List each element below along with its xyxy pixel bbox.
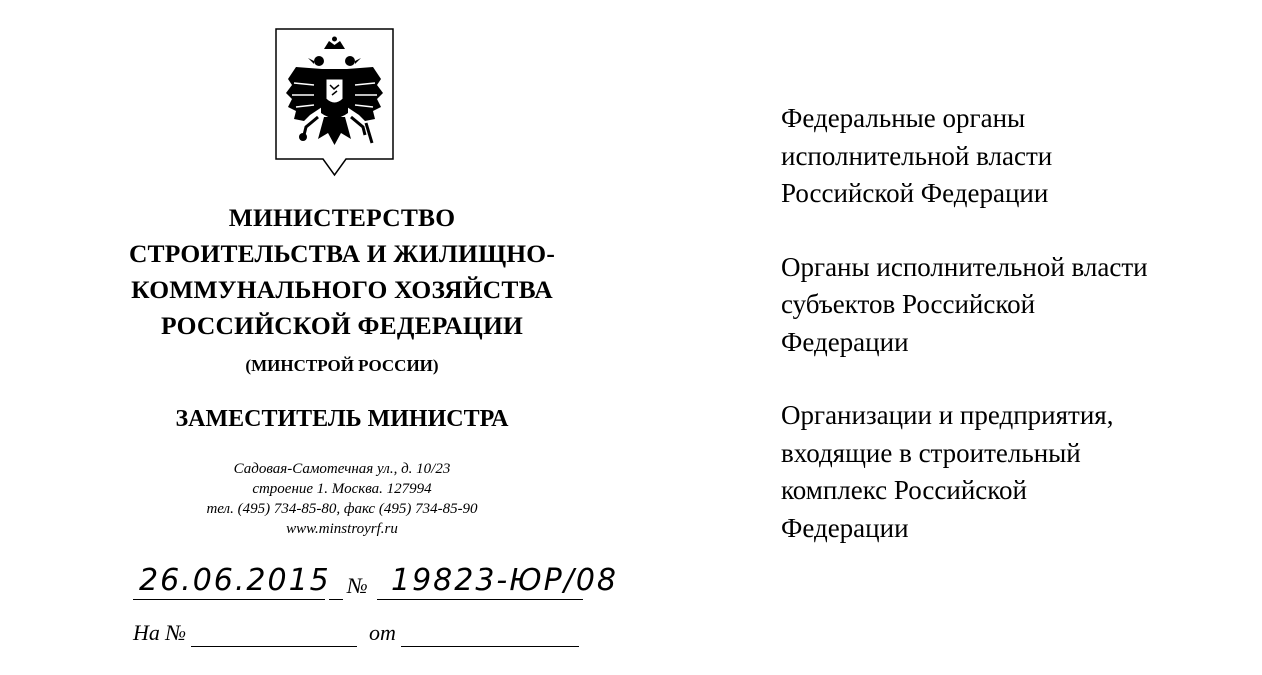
- ministry-address: [92, 459, 592, 539]
- registration-line: [133, 565, 653, 605]
- number-sign: №: [347, 573, 368, 598]
- addressee-line: Организации и предприятия,: [781, 400, 1114, 430]
- addressee-group: [781, 249, 1251, 362]
- position-title: ЗАМЕСТИТЕЛЬ МИНИСТРА: [175, 406, 509, 432]
- ministry-name-line: СТРОИТЕЛЬСТВА И ЖИЛИЩНО-: [128, 239, 556, 268]
- address-line: строение 1. Москва. 127994: [252, 481, 432, 497]
- reply-number-field: [191, 646, 357, 647]
- ministry-name-line: КОММУНАЛЬНОГО ХОЗЯЙСТВА: [131, 275, 553, 304]
- short-underline: [329, 599, 343, 600]
- ministry-name: [92, 200, 592, 344]
- addressee-line: комплекс Российской: [781, 475, 1027, 505]
- addressee-line: субъектов Российской: [781, 289, 1036, 319]
- addressee-line: Органы исполнительной власти: [781, 251, 1148, 282]
- reply-reference-line: [133, 618, 613, 652]
- registration-number: 19823-ЮР/08: [391, 563, 619, 598]
- addressee-line: исполнительной власти: [781, 140, 1053, 171]
- registration-date: 26.06.2015: [139, 563, 331, 598]
- number-underline: [377, 599, 583, 600]
- addressee-line: Федеральные органы: [781, 103, 1026, 133]
- coat-of-arms-icon: [274, 27, 395, 177]
- address-line: www.minstroyrf.ru: [286, 521, 398, 537]
- addressee-line: Федерации: [781, 512, 909, 543]
- addressee-line: Российской Федерации: [781, 178, 1049, 208]
- reply-number-label: На №: [133, 620, 187, 645]
- addressee-line: Федерации: [781, 326, 909, 357]
- date-underline: [133, 599, 325, 600]
- ministry-abbreviation: (МИНСТРОЙ РОССИИ): [245, 356, 439, 375]
- addressee-group: [781, 397, 1251, 547]
- addressee-list: [781, 100, 1251, 583]
- address-line: тел. (495) 734-85-80, факс (495) 734-85-90: [206, 501, 478, 517]
- reply-from-label: от: [369, 620, 396, 645]
- address-line: Садовая-Самотечная ул., д. 10/23: [233, 461, 451, 477]
- addressee-group: [781, 100, 1251, 213]
- reply-date-field: [401, 646, 579, 647]
- addressee-line: входящие в строительный: [781, 437, 1081, 468]
- ministry-name-line: МИНИСТЕРСТВО: [228, 203, 456, 232]
- ministry-name-line: РОССИЙСКОЙ ФЕДЕРАЦИИ: [160, 311, 524, 340]
